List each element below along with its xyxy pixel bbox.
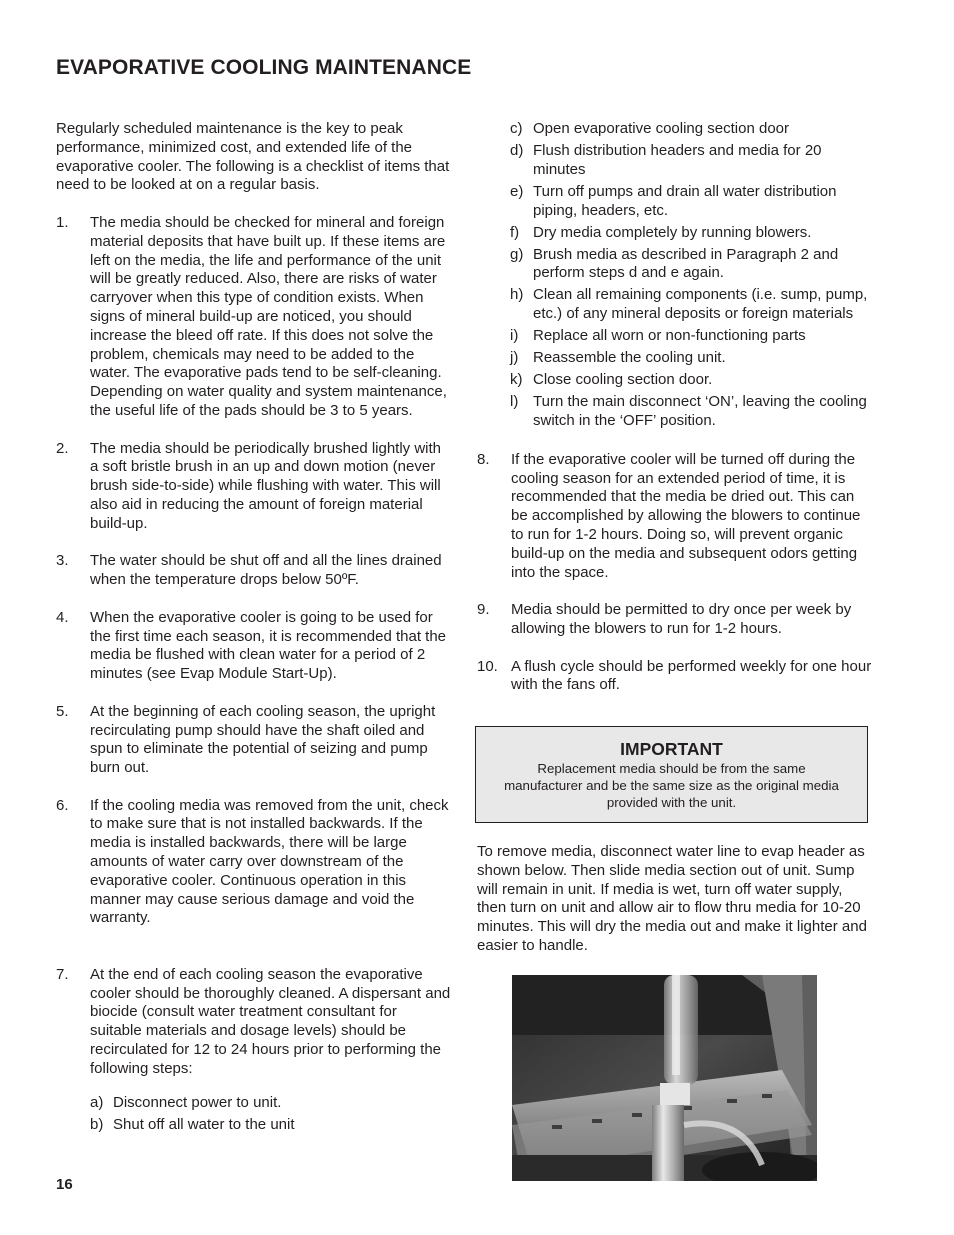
- list-item: [56, 609, 452, 684]
- list-item: [56, 966, 452, 1079]
- item-number: 1.: [56, 213, 69, 231]
- sub-step: [510, 224, 875, 243]
- list-item: [477, 601, 875, 639]
- list-item: [56, 552, 452, 590]
- important-body: Replacement media should be from the same manufacturer and be the same size as the original media provided with the unit.: [504, 761, 839, 810]
- sub-step: [510, 246, 875, 284]
- intro-paragraph: Regularly scheduled maintenance is the key to peak performance, minimized cost, and extended life of the evaporative cooler. The following is a checklist of items that need to be looked at on a regular basis.: [56, 120, 450, 194]
- sub-steps-left: [56, 1094, 452, 1135]
- sub-step: [510, 349, 875, 368]
- sub-step-letter: d): [510, 141, 524, 159]
- sub-step: [90, 1094, 452, 1113]
- list-item: [56, 440, 452, 534]
- left-column: [56, 120, 452, 1138]
- sub-step-text: Turn the main disconnect ‘ON’, leaving the cooling switch in the ‘OFF’ position.: [533, 393, 867, 429]
- sub-step-letter: i): [510, 327, 519, 345]
- item-text: Media should be permitted to dry once per week by allowing the blowers to run for 1-2 hours.: [511, 601, 852, 637]
- item-text: At the beginning of each cooling season, the upright recirculating pump should have the shaft oiled and spun to eliminate the potential of seizing and pump burn out.: [90, 702, 436, 777]
- sub-steps-right: [477, 120, 875, 431]
- sub-step: [510, 327, 875, 346]
- list-item: [477, 658, 875, 696]
- sub-step-letter: f): [510, 223, 520, 241]
- sub-step: [510, 142, 875, 180]
- photo-illustration: [512, 975, 817, 1181]
- sub-step-letter: b): [90, 1115, 104, 1133]
- sub-step-letter: c): [510, 120, 523, 137]
- item-number: 3.: [56, 552, 69, 570]
- sub-step-text: Shut off all water to the unit: [113, 1115, 295, 1133]
- list-item: [477, 451, 875, 583]
- sub-step: [510, 120, 875, 139]
- item-number: 5.: [56, 702, 69, 720]
- item-text: If the cooling media was removed from the unit, check to make sure that is not installed backwards. If the media is installed backwards, there will be large amounts of water carry over downstream of the evaporative cooler. Continuous operation in this manner may cause serious damage and void the warranty.: [90, 796, 449, 927]
- sub-step-text: Replace all worn or non-functioning parts: [533, 327, 806, 345]
- sub-step: [90, 1116, 452, 1135]
- item-text: A flush cycle should be performed weekly for one hour with the fans off.: [511, 657, 872, 694]
- item-number: 8.: [477, 450, 490, 468]
- sub-step-letter: l): [510, 393, 519, 411]
- sub-step-letter: h): [510, 286, 524, 304]
- item-text: The media should be checked for mineral and foreign material deposits that have built up. If these items are left on the media, the life and performance of the unit will be greatly reduced. Also, there are risks of water carryover when this type of condition exists. When signs of mineral build-up are noticed, you should increase the bleed off rate. If this does not solve the problem, chemicals may need to be added to the water. The evaporative pads tend to be self-cleaning. Depending on water quality and system maintenance, the useful life of the pads should be 3 to 5 years.: [90, 213, 447, 419]
- page-number: 16: [56, 1176, 73, 1193]
- sub-step-text: Reassemble the cooling unit.: [533, 349, 726, 367]
- sub-step-text: Dry media completely by running blowers.: [533, 223, 812, 241]
- sub-step: [510, 393, 875, 431]
- sub-step: [510, 183, 875, 221]
- list-item: [56, 797, 452, 929]
- sub-step-letter: g): [510, 245, 524, 263]
- list-item: [56, 703, 452, 778]
- item-number: 4.: [56, 608, 69, 626]
- important-heading: IMPORTANT: [620, 739, 723, 759]
- item-text: If the evaporative cooler will be turned off during the cooling season for an extended period of time, it is recommended that the media be dried out. This can be accomplished by allowing the blowers to continue to run for 1-2 hours. Doing so, will prevent organic build-up on the media and subsequent odors getting into the space.: [511, 450, 861, 581]
- sub-step-text: Turn off pumps and drain all water distribution piping, headers, etc.: [533, 182, 837, 219]
- sub-step-letter: j): [510, 349, 519, 367]
- item-number: 7.: [56, 965, 69, 983]
- item-text: The media should be periodically brushed lightly with a soft bristle brush in an up and down motion (never brush side-to-side) while flushing with water. This will also aid in reducing the amount of foreign material build-up.: [90, 439, 442, 532]
- item-number: 6.: [56, 796, 69, 814]
- item-number: 10.: [477, 657, 498, 675]
- item-text: At the end of each cooling season the evaporative cooler should be thoroughly cleaned. A dispersant and biocide (consult water treatment consultant for suitable materials and dosage levels) should be recirculated for 12 to 24 hours prior to performing the following steps:: [90, 965, 451, 1077]
- sub-step-text: Disconnect power to unit.: [113, 1093, 282, 1111]
- sub-step-text: Brush media as described in Paragraph 2 and perform steps d and e again.: [533, 245, 839, 282]
- sub-step-text: Close cooling section door.: [533, 371, 713, 389]
- sub-step-text: Open evaporative cooling section door: [533, 120, 789, 137]
- sub-step-letter: e): [510, 182, 524, 200]
- sub-step: [510, 371, 875, 390]
- item-text: The water should be shut off and all the lines drained when the temperature drops below 50ºF.: [90, 552, 442, 589]
- page-title: EVAPORATIVE COOLING MAINTENANCE: [56, 56, 472, 79]
- item-number: 2.: [56, 439, 69, 457]
- item-number: 9.: [477, 601, 490, 619]
- important-notice: [475, 726, 868, 823]
- sub-step-letter: a): [90, 1093, 104, 1111]
- right-column: [477, 120, 875, 695]
- sub-step: [510, 286, 875, 324]
- list-item: [56, 214, 452, 421]
- remove-media-paragraph: To remove media, disconnect water line to evap header as shown below. Then slide media section out of unit. Sump will remain in unit. If media is wet, turn off water supply, then turn on unit and allow air to flow thru media for 10-20 minutes. This will dry the media out and make it lighter and easier to handle.: [477, 843, 867, 954]
- sub-step-letter: k): [510, 371, 523, 389]
- item-text: When the evaporative cooler is going to be used for the first time each season, it is recommended that the media be flushed with clean water for a period of 2 minutes (see Evap Module Start-Up).: [90, 608, 447, 683]
- media-header-photo: [512, 975, 817, 1181]
- sub-step-text: Flush distribution headers and media for 20 minutes: [533, 141, 822, 178]
- sub-step-text: Clean all remaining components (i.e. sump, pump, etc.) of any mineral deposits or foreign materials: [533, 286, 868, 323]
